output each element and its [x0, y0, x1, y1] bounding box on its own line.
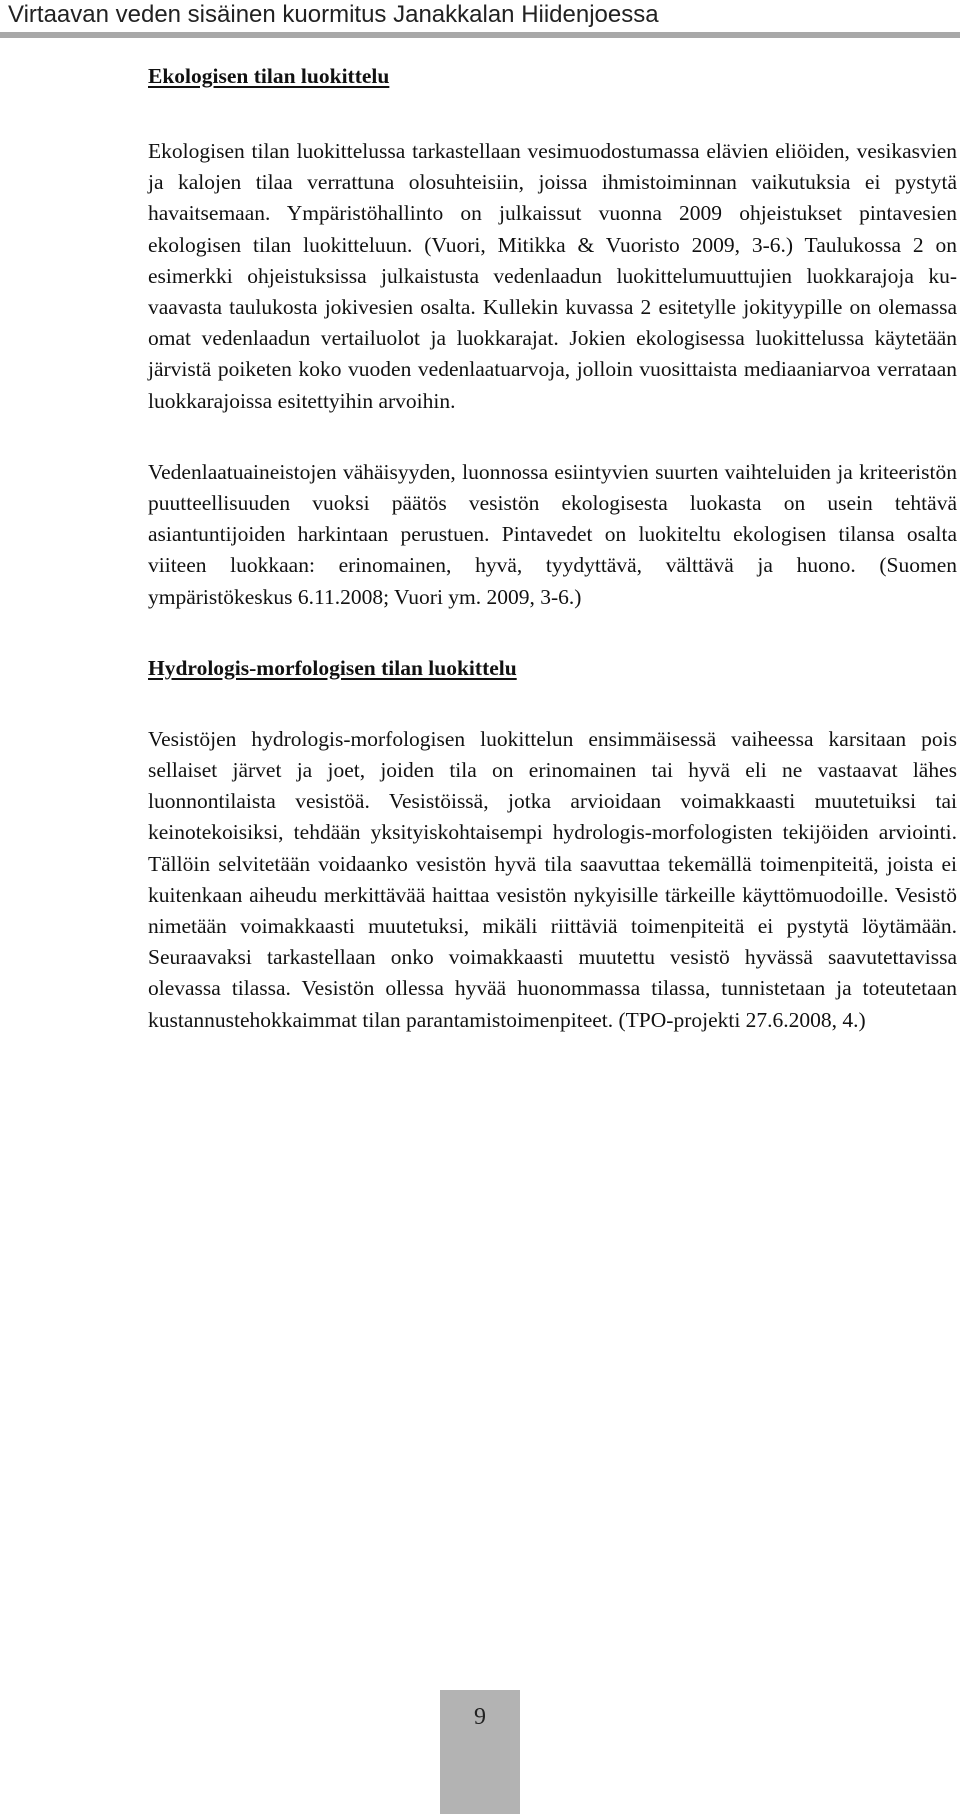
paragraph-ecological-1: Ekologisen tilan luokittelussa tarkastellaan vesimuodostumassa elävien eliöiden, vesikasvien ja kalojen tilaa verrattuna olosuhteisiin, joissa ihmistoiminnan vaikutuksia ei pystytä havaitsemaan. Ympäristöhallinto on julkaissut vuonna 2009 ohjeistukset pintavesien ekologisen tilan luokitteluun. (Vuori, Mitikka & Vuoristo 2009, 3-6.) Taulukossa 2 on esimerkki ohjeistuksissa julkaistusta vedenlaadun luokittelumuuttujien luokkarajoja kuvaavasta taulukosta jokivesien osalta. Kullekin kuvassa 2 esitetylle jokityypille on olemassa omat vedenlaadun vertailuolot ja luokkarajat. Jokien ekologisessa luokittelussa käytetään järvistä poiketen koko vuoden vedenlaatuarvoja, jolloin vuosittaista mediaaniarvoa verrataan luokkarajoissa esitettyihin arvoihin. [148, 139, 957, 413]
page-number: 9 [474, 1704, 486, 1730]
page-number-box [440, 1690, 520, 1814]
header-rule [0, 32, 960, 38]
running-header: Virtaavan veden sisäinen kuormitus Janakkalan Hiidenjoessa [8, 1, 659, 28]
page-body [148, 55, 957, 1036]
paragraph-hydromorphological-1: Vesistöjen hydrologis-morfologisen luokittelun ensimmäisessä vaiheessa karsitaan pois sellaiset järvet ja joet, joiden tila on erinomainen tai hyvä eli ne vastaavat lähes luonnontilaista vesistöä. Vesistöissä, jotka arvioidaan voimakkaasti muutetuiksi tai keinotekoisiksi, tehdään yksityiskohtaisempi hydrologis-morfologisten tekijöiden arviointi. Tällöin selvitetään voidaanko vesistön hyvä tila saavuttaa tekemällä toimenpiteitä, joista ei kuitenkaan aiheudu merkittävää haittaa vesistön nykyisille tärkeille käyttömuodoille. Vesistö nimetään voimakkaasti muutetuksi, mikäli riittäviä toimenpiteitä ei pystytä löytämään. Seuraavaksi tarkastellaan onko voimakkaasti muutettu vesistö hyvässä saavutettavissa olevassa tilassa. Vesistön ollessa hyvää huonommassa tilassa, tunnistetaan ja toteutetaan kustannustehokkaimmat tilan parantamistoimenpiteet. (TPO-projekti 27.6.2008, 4.) [148, 726, 957, 1032]
paragraph-ecological-2: Vedenlaatuaineistojen vähäisyyden, luonnossa esiintyvien suurten vaihteluiden ja kriteeristön puutteellisuuden vuoksi päätös vesistön ekologisesta luokasta on usein tehtävä asiantuntijoiden harkintaan perustuen. Pintavedet on luokiteltu ekologisen tilansa osalta viiteen luokkaan: erinomainen, hyvä, tyydyttävä, välttävä ja huono. (Suomen ympäristökeskus 6.11.2008; Vuori ym. 2009, 3-6.) [148, 459, 957, 609]
section-heading-hydromorphological: Hydrologis-morfologisen tilan luokittelu [148, 655, 517, 680]
section-heading-ecological: Ekologisen tilan luokittelu [148, 64, 390, 88]
